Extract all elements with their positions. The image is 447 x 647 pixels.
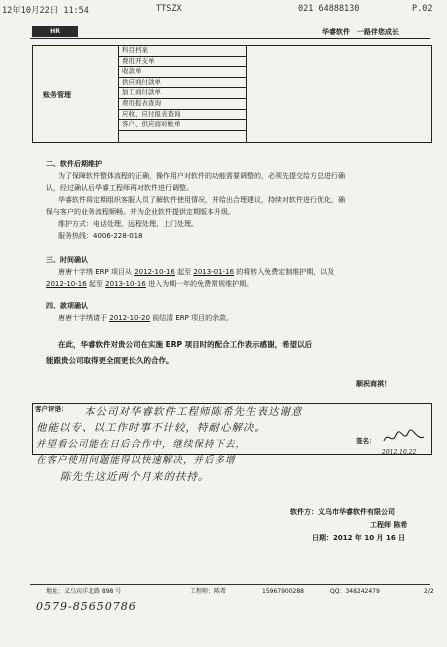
service-hotline: 服务热线：4006-228-018 [58, 232, 143, 240]
date-value: 2012-10-16 [134, 268, 175, 276]
text: 唐唐十字绣 ERP 项目从 [58, 268, 132, 276]
module-category-cell [33, 46, 119, 142]
handwritten-comment: 本公司对华睿软件工程师陈希先生表达谢意 [84, 406, 303, 418]
sign-date: 2012.10.22 [382, 449, 417, 456]
module-item [119, 131, 246, 142]
fax-date: 12年10月22日 11:54 [2, 6, 89, 16]
customer-signature [382, 429, 426, 447]
section-2-line: 认，经过确认后华睿工程师再对软件进行调整。 [46, 184, 193, 192]
section-2-heading: 二、软件后期维护 [46, 160, 102, 168]
software-company: 义乌市华睿软件有限公司 [318, 508, 395, 516]
fax-sender: TTSZX [156, 4, 182, 14]
section-2-line: 维护方式：电话处理、远程处理、上门处理。 [58, 220, 198, 228]
text: 唐唐十字绣请于 [58, 314, 107, 322]
sign-off-date: 日期：2012 年 10 月 16 日 [312, 534, 406, 542]
handwritten-comment: 并望看公司能在日后合作中，继续保持下去， [36, 439, 247, 450]
handwritten-phone: 0579-85650786 [36, 600, 137, 613]
module-item: 收款单 [119, 67, 246, 78]
company-logo: HR [32, 26, 78, 37]
module-item: 客户、供应商对帐单 [119, 120, 246, 131]
module-item: 加工商付款单 [119, 88, 246, 99]
footer-qq: QQ：348242479 [330, 588, 380, 595]
date-value: 2013-10-16 [105, 280, 146, 288]
engineer-label: 工程师 [370, 521, 391, 529]
brand-slogan: 华睿软件 一路伴您成长 [322, 28, 399, 36]
module-category: 账务管理 [43, 91, 71, 99]
fax-phone: 021 64888130 [298, 4, 360, 14]
text: 起至 [88, 280, 103, 288]
section-2-line: 为了保障软件整体流程的正确，操作用户对软件的功能需要调整的，必须先提交给方总进行确 [58, 172, 345, 180]
software-party-label: 软件方： [290, 508, 318, 516]
module-item: 费用报表查询 [119, 99, 246, 110]
date-value: 2012-10-20 [109, 314, 150, 322]
section-3-line-2 [46, 280, 253, 289]
sign-label: 签名： [356, 437, 376, 445]
date-value: 2012-10-16 [46, 280, 87, 288]
section-2-line: 保与客户的业务流程顺畅。并为企业软件提供定期版本升级。 [46, 208, 235, 216]
software-party [290, 508, 395, 517]
handwritten-comment: 他能以专、以工作时事不计较，特耐心解决。 [36, 422, 266, 434]
text: 前结清 ERP 项目的余款。 [152, 314, 234, 322]
fax-header [0, 2, 447, 16]
section-2-line: 华睿软件将定期组织客服人员了解软件使用情况，并给出合理建议，持续对软件进行优化，确 [58, 196, 345, 204]
text: 起至 [177, 268, 192, 276]
module-items [119, 46, 247, 142]
handwritten-comment: 陈先生这近两个月来的扶持。 [60, 471, 210, 483]
module-item: 费用开支单 [119, 57, 246, 68]
text: 进入为期一年的免费常规维护期。 [148, 280, 254, 288]
footer-engineer: 工程师：陈希 [190, 588, 227, 595]
footer-address: 地址：义乌宾洋北路 898 号 [46, 588, 122, 595]
module-item: 科目档案 [119, 46, 246, 57]
footer-phone: 15967900288 [262, 588, 304, 595]
section-3-line-1 [58, 268, 334, 277]
letterhead-divider [30, 38, 430, 39]
engineer-signature [370, 521, 407, 530]
text: 的将转入免费定制维护期，以及 [236, 268, 335, 276]
section-3-heading: 三、时间确认 [46, 256, 88, 264]
engineer-name: 陈希 [393, 521, 408, 529]
module-item: 供应商付款单 [119, 78, 246, 89]
thanks-line: 在此，华睿软件对贵公司在实施 ERP 项目时的配合工作表示感谢，希望以后 [58, 340, 313, 349]
footer-page: 2/2 [424, 588, 434, 595]
section-4-line [58, 314, 233, 323]
thanks-line: 能跟贵公司取得更全面更长久的合作。 [46, 356, 174, 365]
footer-divider [30, 584, 430, 585]
closing-salutation: 顺祝商祺！ [356, 380, 391, 388]
module-item: 应收、应付报表查询 [119, 110, 246, 121]
date-value: 2013-01-16 [193, 268, 235, 276]
handwritten-comment: 在客户使用问题能得以快速解决，并后多增 [36, 455, 236, 466]
section-4-heading: 四、款项确认 [46, 302, 88, 310]
fax-page-number: P.02 [412, 4, 433, 14]
module-table [32, 45, 432, 143]
client-comment-label: 客户评语： [35, 405, 68, 413]
